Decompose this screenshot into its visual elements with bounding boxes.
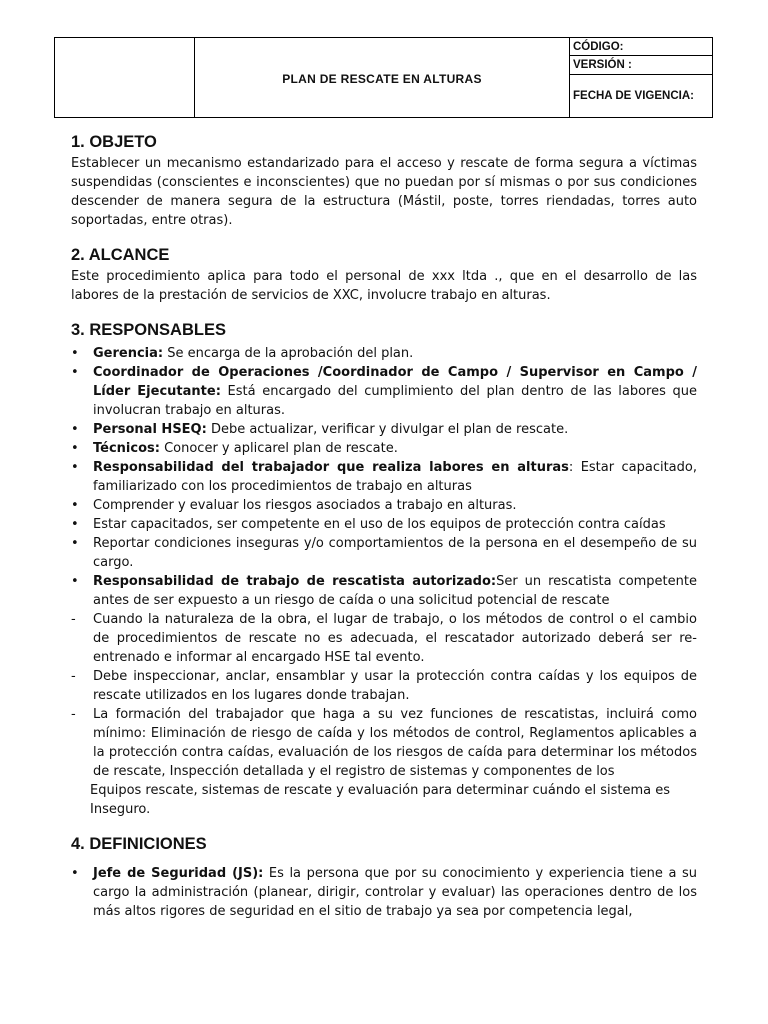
dash-marker: - bbox=[71, 612, 76, 627]
list-item bbox=[71, 420, 697, 439]
item-text: Debe actualizar, verificar y divulgar el plan de rescate. bbox=[206, 422, 569, 437]
item-term: Gerencia: bbox=[93, 346, 164, 361]
item-text: Debe inspeccionar, anclar, ensamblar y usar la protección contra caídas y los equipos de rescate utilizados en los lugares donde trabajan. bbox=[93, 669, 697, 703]
section-paragraph: Este procedimiento aplica para todo el personal de xxx ltda ., que en el desarrollo de las labores de la prestación de servicios de XXC, involucre trabajo en alturas. bbox=[71, 269, 697, 303]
section-objeto bbox=[71, 130, 697, 230]
section-heading: 2. ALCANCE bbox=[71, 246, 170, 264]
item-term: Coordinador de Operaciones /Coordinador de Campo / Supervisor en Campo / Líder Ejecutante: bbox=[93, 365, 697, 399]
codigo-field: CÓDIGO: bbox=[570, 38, 712, 56]
item-text: Estar capacitados, ser competente en el uso de los equipos de protección contra caídas bbox=[93, 517, 666, 532]
list-item bbox=[71, 363, 697, 420]
item-term: Responsabilidad del trabajador que realiza labores en alturas bbox=[93, 460, 569, 475]
item-text: Es la persona que por su conocimiento y experiencia tiene a su cargo la administración (planear, dirigir, controlar y evaluar) las operaciones dentro de los más altos rigores de seguridad en el sitio de trabajo ya sea por competencia legal, bbox=[93, 866, 697, 919]
fecha-vigencia-field: FECHA DE VIGENCIA: bbox=[573, 90, 694, 102]
document-title: PLAN DE RESCATE EN ALTURAS bbox=[195, 38, 570, 117]
item-text: Comprender y evaluar los riesgos asociados a trabajo en alturas. bbox=[93, 498, 517, 513]
item-text: Ser un rescatista competente antes de ser expuesto a un riesgo de caída o una solicitud potencial de rescate bbox=[93, 574, 697, 608]
bullet-marker: • bbox=[71, 536, 79, 551]
section-heading: 1. OBJETO bbox=[71, 133, 157, 151]
list-continuation-text: Equipos rescate, sistemas de rescate y evaluación para determinar cuándo el sistema es Inseguro. bbox=[90, 783, 670, 817]
bullet-marker: • bbox=[71, 574, 79, 589]
bullet-marker: • bbox=[71, 346, 79, 361]
header-fields bbox=[570, 38, 712, 117]
section-definiciones bbox=[71, 832, 697, 921]
bullet-marker: • bbox=[71, 460, 79, 475]
bullet-marker: • bbox=[71, 365, 79, 380]
dash-marker: - bbox=[71, 669, 76, 684]
document-header-table bbox=[54, 37, 713, 118]
document-body bbox=[71, 130, 697, 934]
item-term: Personal HSEQ: bbox=[93, 422, 207, 437]
section-paragraph: Establecer un mecanismo estandarizado para el acceso y rescate de forma segura a víctimas suspendidas (conscientes e inconscientes) que no puedan por sí mismas o por sus condiciones descender de manera segura de la estructura (Mástil, poste, torres riendadas, torres auto soportadas, entre otras). bbox=[71, 156, 697, 228]
responsables-list bbox=[71, 344, 697, 781]
item-term: Responsabilidad de trabajo de rescatista autorizado: bbox=[93, 574, 497, 589]
section-heading: 3. RESPONSABLES bbox=[71, 321, 226, 339]
list-item bbox=[71, 705, 697, 781]
item-text: Reportar condiciones inseguras y/o comportamientos de la persona en el desempeño de su cargo. bbox=[93, 536, 697, 570]
list-item bbox=[71, 534, 697, 572]
bullet-marker: • bbox=[71, 866, 79, 881]
list-item bbox=[71, 439, 697, 458]
bullet-marker: • bbox=[71, 422, 79, 437]
item-text: : Estar capacitado, familiarizado con los procedimientos de trabajo en alturas bbox=[93, 460, 697, 494]
item-text: Está encargado del cumplimiento del plan dentro de las labores que involucran trabajo en alturas. bbox=[93, 384, 697, 418]
definiciones-list bbox=[71, 864, 697, 921]
list-item bbox=[71, 864, 697, 921]
dash-marker: - bbox=[71, 707, 76, 722]
bullet-marker: • bbox=[71, 441, 79, 456]
item-term: Jefe de Seguridad (JS): bbox=[93, 866, 264, 881]
item-term: Técnicos: bbox=[93, 441, 160, 456]
list-item bbox=[71, 458, 697, 496]
list-item bbox=[71, 610, 697, 667]
logo-cell bbox=[55, 38, 195, 117]
item-text: Conocer y aplicarel plan de rescate. bbox=[159, 441, 398, 456]
section-alcance bbox=[71, 243, 697, 305]
item-text: Cuando la naturaleza de la obra, el lugar de trabajo, o los métodos de control o el cambio de procedimientos de rescate no es adecuada, el rescatador autorizado deberá ser re-entrenado e informar al encargado HSE tal evento. bbox=[93, 612, 697, 665]
list-item bbox=[71, 344, 697, 363]
bullet-marker: • bbox=[71, 517, 79, 532]
list-item bbox=[71, 496, 697, 515]
list-item bbox=[71, 515, 697, 534]
list-item bbox=[71, 667, 697, 705]
item-text: Se encarga de la aprobación del plan. bbox=[163, 346, 414, 361]
bullet-marker: • bbox=[71, 498, 79, 513]
section-responsables bbox=[71, 318, 697, 819]
item-text: La formación del trabajador que haga a su vez funciones de rescatistas, incluirá como mínimo: Eliminación de riesgo de caída y los métodos de control, Reglamentos aplicables a la protección contra caídas, evaluación de los riesgos de caída para determinar los métodos de rescate, Inspección detallada y el registro de sistemas y componentes de los bbox=[93, 707, 697, 779]
list-item bbox=[71, 572, 697, 610]
section-heading: 4. DEFINICIONES bbox=[71, 835, 207, 853]
version-field: VERSIÓN : bbox=[570, 56, 712, 75]
